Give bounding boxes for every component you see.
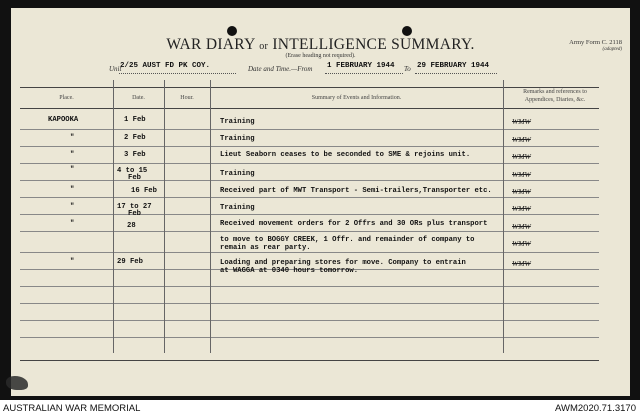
row-initials: WMW (512, 204, 531, 213)
row-place: " (70, 151, 75, 159)
row-rule (20, 303, 599, 304)
column-divider (503, 80, 504, 353)
row-summary-cont: remain as rear party. (220, 244, 311, 252)
form-subtitle: (Erase heading not required). (285, 53, 356, 59)
row-date-cont: Feb (128, 174, 141, 182)
row-rule (20, 163, 599, 164)
row-initials: WMW (512, 222, 531, 231)
table-top-rule (20, 87, 599, 88)
row-summary: Received part of MWT Transport - Semi-trailers,Transporter etc. (220, 187, 492, 195)
unit-underline (119, 73, 236, 74)
to-label: To (404, 65, 411, 73)
row-place: KAPOOKA (48, 116, 79, 124)
army-form-number (569, 39, 622, 54)
row-place: " (70, 134, 75, 142)
unit-value: 2/25 AUST FD PK COY. (120, 62, 211, 70)
row-summary: Training (220, 118, 255, 126)
row-initials: WMW (512, 259, 531, 268)
date-from-underline (325, 73, 403, 74)
title-intel: INTELLIGENCE SUMMARY. (272, 36, 475, 53)
date-to: 29 FEBRUARY 1944 (417, 62, 490, 70)
form-title (11, 36, 630, 54)
army-form-label: Army Form C. 2118 (569, 39, 622, 46)
table-bottom-rule (20, 360, 599, 361)
row-date: 1 Feb (124, 116, 146, 124)
row-rule (20, 214, 599, 215)
row-summary: Training (220, 204, 255, 212)
row-date: 16 Feb (131, 187, 157, 195)
row-date: 2 Feb (124, 134, 146, 142)
row-initials: WMW (512, 187, 531, 196)
row-date: 3 Feb (124, 151, 146, 159)
row-rule (20, 180, 599, 181)
row-summary: Training (220, 135, 255, 143)
date-from: 1 FEBRUARY 1944 (327, 62, 395, 70)
row-place: " (70, 220, 75, 228)
row-initials: WMW (512, 135, 531, 144)
row-rule (20, 197, 599, 198)
row-place: " (70, 203, 75, 211)
title-or: or (259, 41, 269, 52)
row-rule (20, 337, 599, 338)
header-place: Place. (59, 95, 74, 101)
title-war-diary: WAR DIARY (166, 36, 255, 53)
column-divider (164, 80, 165, 353)
row-date: 17 to 27 (117, 203, 152, 211)
date-label: Date and Time.—From (248, 65, 313, 73)
row-initials: WMW (512, 170, 531, 179)
row-summary: Received movement orders for 2 Offrs and 30 ORs plus transport (220, 220, 488, 228)
row-place: " (70, 166, 75, 174)
row-date: 28 (127, 222, 136, 230)
footer-bar (0, 400, 640, 417)
row-date: 29 Feb (117, 258, 143, 266)
row-place: " (70, 258, 75, 266)
row-rule (20, 231, 599, 232)
row-place: " (70, 186, 75, 194)
row-summary: Lieut Seaborn ceases to be seconded to SME & rejoins unit. (220, 151, 471, 159)
row-summary: Training (220, 170, 255, 178)
row-summary: to move to BOGGY CREEK, 1 Offr. and remainder of company to (220, 236, 475, 244)
punch-hole (227, 26, 237, 36)
row-summary: Loading and preparing stores for move. Company to entrain (220, 259, 466, 267)
row-rule (20, 146, 599, 147)
column-divider (113, 80, 114, 353)
footer-catalogue-id: AWM2020.71.3170 (555, 403, 636, 414)
header-date: Date. (132, 95, 145, 101)
header-summary: Summary of Events and Information. (311, 95, 402, 101)
paper-stain (6, 376, 28, 390)
row-initials: WMW (512, 117, 531, 126)
row-initials: WMW (512, 239, 531, 248)
row-rule (20, 320, 599, 321)
header-hour: Hour. (180, 95, 194, 101)
column-divider (210, 80, 211, 353)
army-form-note: (adapted) (602, 47, 622, 53)
row-date: 4 to 15 (117, 167, 148, 175)
row-rule (20, 286, 599, 287)
row-initials: WMW (512, 152, 531, 161)
table-header-rule (20, 108, 599, 109)
header-remarks: Remarks and references to Appendices, Diaries, &c. (523, 89, 587, 103)
unit-label: Unit (109, 65, 122, 73)
punch-hole (402, 26, 412, 36)
footer-institution: AUSTRALIAN WAR MEMORIAL (3, 403, 141, 414)
row-rule (20, 129, 599, 130)
row-date-cont: Feb (128, 210, 141, 218)
row-summary-cont: at WAGGA at 0340 hours tomorrow. (220, 267, 359, 275)
date-to-underline (415, 73, 497, 74)
